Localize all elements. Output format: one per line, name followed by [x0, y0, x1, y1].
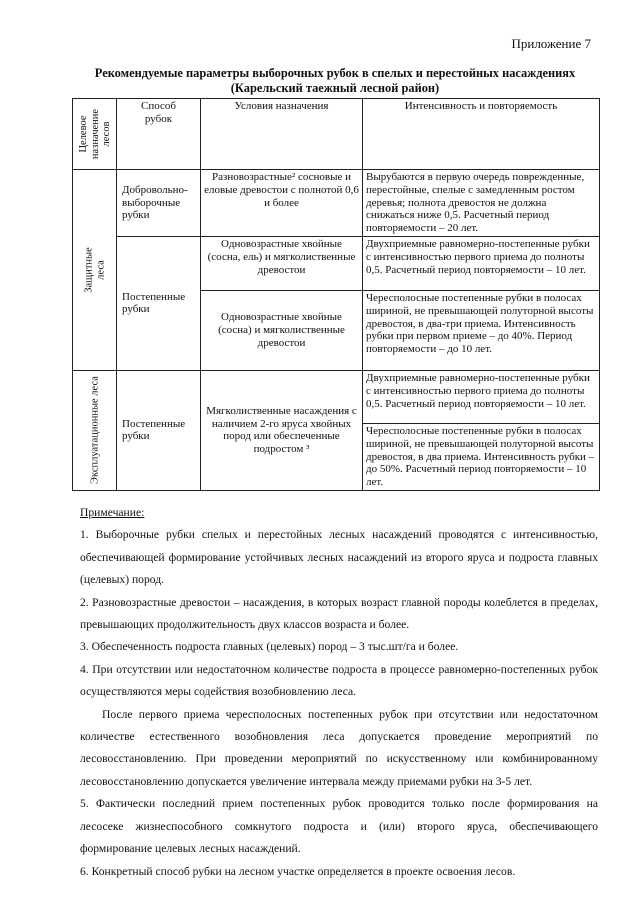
intensity-voluntary: Вырубаются в первую очередь поврежденные, перестойные, спелые с замедленным ростом деревья; полнота древостоя не должна снижаться ниже 0,5. Расчетный период повторяемости – 20 лет.	[363, 170, 600, 237]
note-5: 5. Фактически последний прием постепенных рубок проводится только после формирования на лесосеке жизнеспособного сомкнутого подроста и (или) второго яруса, обеспечивающего формирование целевых лесных насаждений.	[80, 797, 598, 856]
section-protective-label: Защитные леса	[83, 247, 106, 293]
intensity-gradual-2: Чересполосные постепенные рубки в полосах шириной, не превышающей полуторной высоты древостоя, в два-три приема. Интенсивность рубки при первом приеме – до 40%. Период повторяемости – до 10 лет.	[363, 290, 600, 370]
header-purpose-text: Целевое назначение лесов	[77, 108, 112, 160]
condition-exploitation: Мягколиственные насаждения с наличием 2-го яруса хвойных пород или обеспеченные подростом ³	[201, 370, 363, 490]
document-title	[70, 66, 600, 96]
note-2: 2. Разновозрастные древостои – насаждения, в которых возраст главной породы колеблется в пределах, превышающих продолжительность двух классов возраста и более.	[80, 595, 598, 632]
condition-gradual-1: Одновозрастные хвойные (сосна, ель) и мягколиственные древостои	[201, 236, 363, 290]
method-gradual-protective: Постепенные рубки	[117, 236, 201, 370]
table-row	[73, 170, 600, 237]
intensity-gradual-1: Двухприемные равномерно-постепенные рубки с интенсивностью первого приема до полноты 0,5. Расчетный период повторяемости – 10 лет.	[363, 236, 600, 290]
intensity-exploitation-2: Чересполосные постепенные рубки в полосах шириной, не превышающей полуторной высоты древостоя, в два приема. Интенсивность рубки – до 50%. Расчетный период повторяемости – 10 лет.	[363, 423, 600, 490]
cutting-parameters-table	[72, 98, 600, 491]
header-purpose	[73, 99, 117, 170]
section-exploitation	[73, 370, 117, 490]
method-gradual-exploitation: Постепенные рубки	[117, 370, 201, 490]
notes-heading: Примечание:	[80, 506, 145, 519]
section-protective	[73, 170, 117, 371]
table-row	[73, 236, 600, 290]
header-conditions: Условия назначения	[201, 99, 363, 170]
intensity-exploitation-1: Двухприемные равномерно-постепенные рубки с интенсивностью первого приема до полноты 0,5. Расчетный период повторяемости – 10 лет.	[363, 370, 600, 423]
header-method-text: Способ рубок	[141, 100, 176, 125]
note-1: 1. Выборочные рубки спелых и перестойных лесных насаждений проводятся с интенсивностью, обеспечивающей формирование устойчивых лесных насаждений из второго яруса и подроста главных (целевых) пород.	[80, 528, 598, 587]
header-intensity: Интенсивность и повторяемость	[363, 99, 600, 170]
method-voluntary: Добровольно-выборочные рубки	[117, 170, 201, 237]
note-3: 3. Обеспеченность подроста главных (целевых) пород – 3 тыс.шт/га и более.	[80, 640, 459, 654]
note-4: 4. При отсутствии или недостаточном количестве подроста в процессе равномерно-постепенных рубок осуществляются меры содействия возобновлению леса.	[80, 662, 598, 699]
section-exploitation-label: Эксплуатационные леса	[88, 376, 100, 485]
note-4-continued: После первого приема чересполосных постепенных рубок при отсутствии или недостаточном количестве естественного возобновления леса допускается проведение мероприятий по лесовосстановлению. При проведении мероприятий по искусственному или комбинированному лесовосстановлению допускается увеличение интервала между приемами рубки на 3-5 лет.	[80, 707, 598, 788]
table-row	[73, 370, 600, 423]
table-header-row	[73, 99, 600, 170]
notes-section	[80, 502, 598, 883]
note-6: 6. Конкретный способ рубки на лесном участке определяется в проекте освоения лесов.	[80, 864, 516, 878]
condition-voluntary: Разновозрастные² сосновые и еловые древостои с полнотой 0,6 и более	[201, 170, 363, 237]
title-line-2: (Карельский таежный лесной район)	[230, 81, 440, 95]
header-method	[117, 99, 201, 170]
condition-gradual-2: Одновозрастные хвойные (сосна) и мягколиственные древостои	[201, 290, 363, 370]
appendix-label: Приложение 7	[511, 36, 591, 51]
title-line-1: Рекомендуемые параметры выборочных рубок в спелых и перестойных насаждениях	[94, 66, 576, 80]
